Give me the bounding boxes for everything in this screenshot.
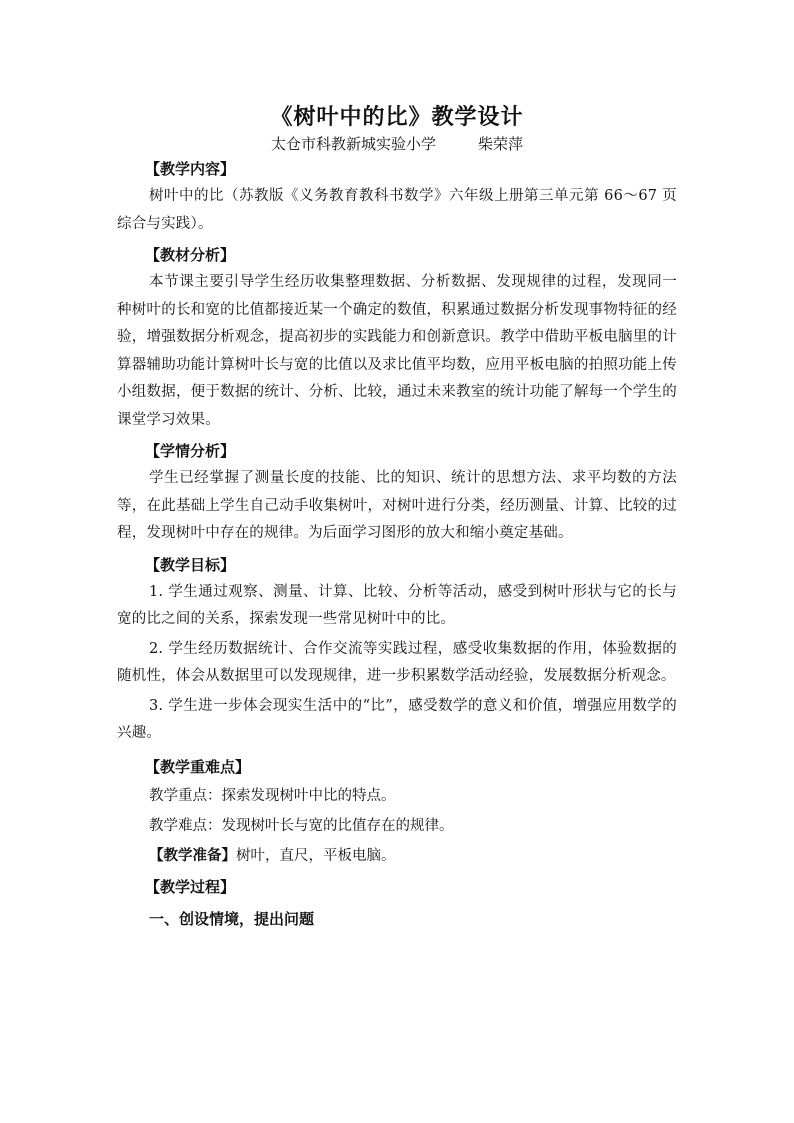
- key-point-text: 教学重点：探索发现树叶中比的特点。: [149, 787, 396, 804]
- heading-teaching-content: 【教学内容】: [145, 160, 236, 178]
- teaching-goal-2: 2. 学生经历数据统计、合作交流等实践过程，感受收集数据的作用，体验数据的随机性，体会从数据里可以发现规律，进一步积累数学活动经验，发展数据分析观念。: [117, 640, 677, 684]
- document-title: 《树叶中的比》教学设计: [270, 104, 524, 130]
- document-page: [117, 96, 677, 935]
- process-step-1-title: 一、创设情境，提出问题: [149, 909, 315, 928]
- author-name: 柴荣萍: [478, 135, 524, 153]
- teaching-preparation-text: 树叶，直尺，平板电脑。: [236, 847, 396, 864]
- teaching-goal-1: 1. 学生通过观察、测量、计算、比较、分析等活动，感受到树叶形状与它的长与宽的比之间的关系，探索发现一些常见树叶中的比。: [117, 583, 677, 627]
- heading-teaching-goals: 【教学目标】: [145, 555, 236, 574]
- school-name: 太仓市科教新城实验小学: [270, 135, 436, 153]
- heading-teaching-process: 【教学过程】: [145, 877, 236, 896]
- teaching-goal-3: 3. 学生进一步体会现实生活中的“比”，感受数学的意义和价值，增强应用数学的兴趣。: [117, 697, 677, 741]
- heading-teaching-preparation: 【教学准备】: [149, 846, 236, 864]
- teaching-preparation: [117, 841, 677, 871]
- heading-material-analysis: 【教材分析】: [145, 246, 236, 264]
- teaching-content-text: 树叶中的比（苏教版《义务教育教科书数学》六年级上册第三单元第 66～67 页综合与实践）。: [117, 188, 677, 232]
- student-analysis-text: 学生已经掌握了测量长度的技能、比的知识、统计的思想方法、求平均数的方法等，在此基础上学生自己动手收集树叶，对树叶进行分类，经历测量、计算、比较的过程，发现树叶中存在的规律。为后面学习图形的放大和缩小奠定基础。: [117, 470, 677, 541]
- heading-key-difficult-points: 【教学重难点】: [145, 757, 251, 776]
- difficult-point-text: 教学难点：发现树叶长与宽的比值存在的规律。: [149, 817, 454, 834]
- heading-student-analysis: 【学情分析】: [145, 442, 236, 460]
- author-line: [117, 132, 677, 156]
- material-analysis-text: 本节课主要引导学生经历收集整理数据、分析数据、发现规律的过程，发现同一种树叶的长和宽的比值都接近某一个确定的数值，积累通过数据分析发现事物特征的经验，增强数据分析观念，提高初步的实践能力和创新意识。教学中借助平板电脑里的计算器辅助功能计算树叶长与宽的比值以及求比值平均数，应用平板电脑的拍照功能上传小组数据，便于数据的统计、分析、比较，通过未来教室的统计功能了解每一个学生的课堂学习效果。: [117, 274, 677, 428]
